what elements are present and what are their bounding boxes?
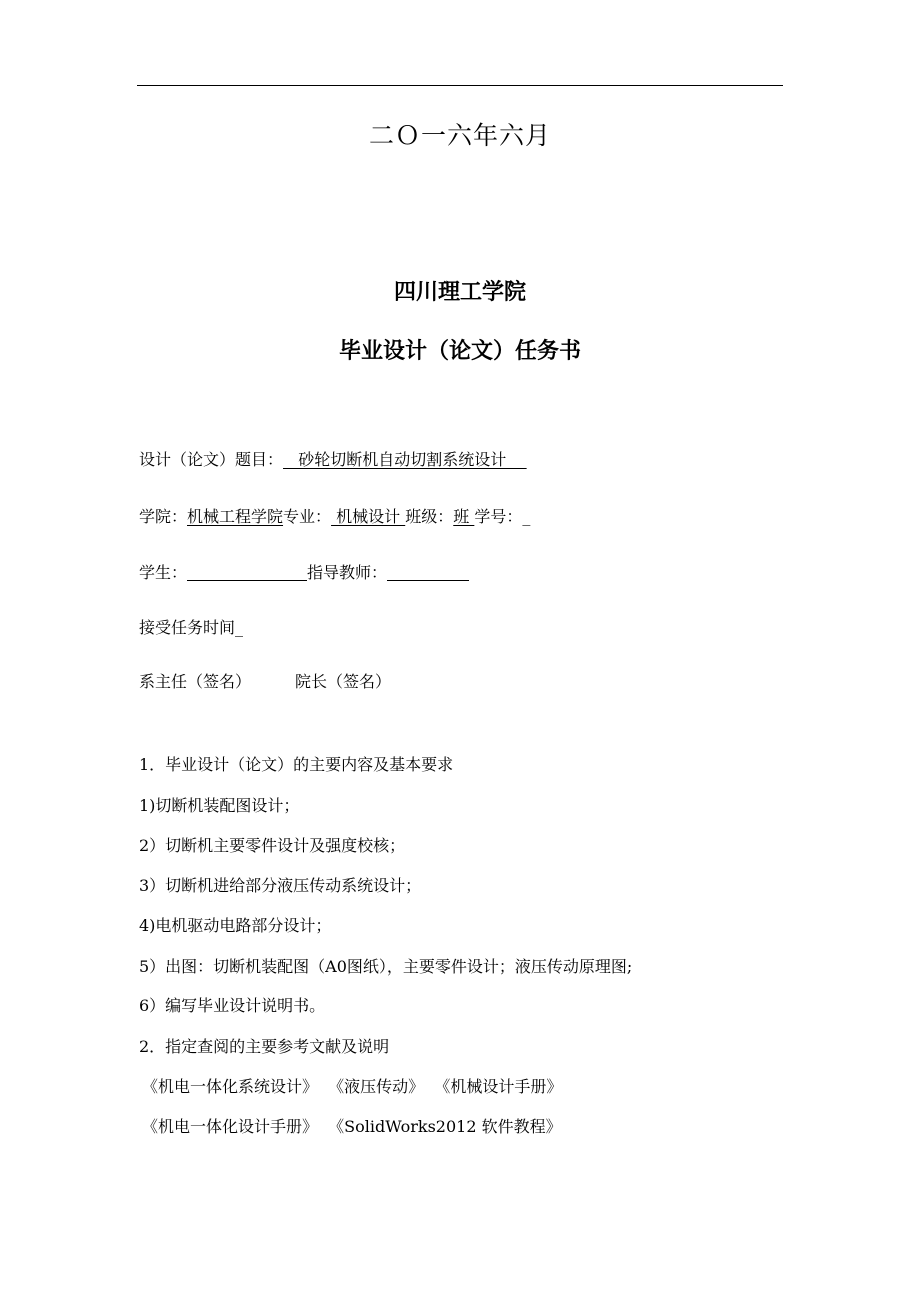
college-row bbox=[139, 505, 530, 529]
reference-list: 《机电一体化系统设计》 《液压传动》 《机械设计手册》 bbox=[142, 1077, 563, 1096]
advisor-blank[interactable] bbox=[387, 563, 469, 581]
major-label: 专业： bbox=[283, 507, 332, 526]
section1-heading: 1．毕业设计（论文）的主要内容及基本要求 bbox=[139, 755, 454, 774]
school-name: 四川理工学院 bbox=[393, 280, 526, 305]
student-blank[interactable] bbox=[187, 563, 307, 581]
date-line: 二Ｏ一六年六月 bbox=[368, 121, 551, 150]
college-value: 机械工程学院 bbox=[187, 507, 284, 526]
student-row bbox=[139, 561, 469, 585]
top-rule bbox=[137, 85, 783, 86]
section1-item: 5）出图：切断机装配图（A0图纸），主要零件设计；液压传动原理图; bbox=[139, 957, 633, 976]
section1-item: 1)切断机装配图设计； bbox=[139, 796, 300, 815]
class-value: 班 bbox=[453, 507, 475, 526]
advisor-label: 指导教师： bbox=[307, 563, 388, 582]
topic-label: 设计（论文）题目： bbox=[139, 450, 284, 469]
topic-row bbox=[139, 448, 527, 472]
section1-item: 4)电机驱动电路部分设计； bbox=[139, 916, 332, 935]
section1-item: 3）切断机进给部分液压传动系统设计； bbox=[139, 876, 422, 895]
dept-head-signature: 系主任（签名） bbox=[139, 672, 252, 691]
class-label: 班级： bbox=[405, 507, 454, 526]
section1-item: 6）编写毕业设计说明书。 bbox=[139, 996, 326, 1015]
section2-heading: 2．指定查阅的主要参考文献及说明 bbox=[139, 1037, 390, 1056]
reference-list: 《机电一体化设计手册》 《SolidWorks2012 软件教程》 bbox=[142, 1117, 562, 1136]
section1-item: 2）切断机主要零件设计及强度校核； bbox=[139, 836, 406, 855]
college-label: 学院： bbox=[139, 507, 188, 526]
dean-signature: 院长（签名） bbox=[295, 672, 392, 691]
student-label: 学生： bbox=[139, 563, 188, 582]
document-title: 毕业设计（论文）任务书 bbox=[338, 339, 581, 364]
receive-time-row: 接受任务时间_ bbox=[139, 618, 244, 637]
major-value: 机械设计 bbox=[331, 507, 406, 526]
signature-row bbox=[139, 670, 391, 694]
topic-value: 砂轮切断机自动切割系统设计 bbox=[283, 450, 527, 469]
student-no-label: 学号：_ bbox=[474, 507, 531, 526]
